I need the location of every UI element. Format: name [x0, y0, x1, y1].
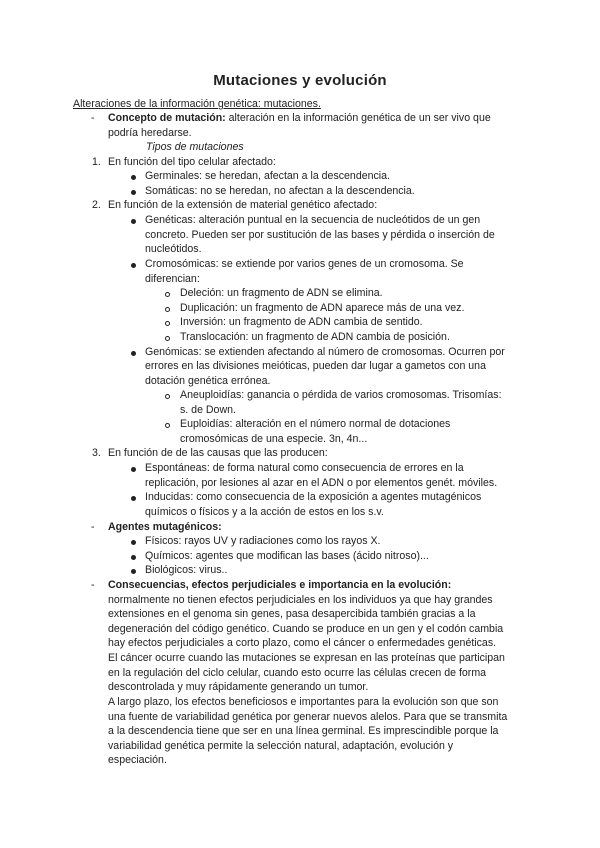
dash-marker: - — [91, 112, 95, 124]
consecuencias-line: especiación. — [108, 754, 167, 766]
delecion: Deleción: un fragmento de ADN se elimina. — [180, 287, 383, 299]
bullet-dot — [131, 496, 136, 501]
agentes-label: Agentes mutagénicos: — [108, 521, 222, 533]
bullet-dot — [131, 467, 136, 472]
bullet-dot — [131, 569, 136, 574]
list-number-2: 2. — [92, 199, 101, 211]
dash-marker: - — [91, 521, 95, 533]
inversion: Inversión: un fragmento de ADN cambia de sentido. — [180, 316, 423, 328]
list-number-1: 1. — [92, 156, 101, 168]
aneuploidias-line-1: Aneuploidías: ganancia o pérdida de varios cromosomas. Trisomías: — [180, 389, 502, 401]
consecuencias-line: una fuente de variabilidad genética por generar nuevos alelos. Para que se transmita — [108, 711, 508, 723]
genomicas-line-1: Genómicas: se extienden afectando al número de cromosomas. Ocurren por — [145, 346, 505, 358]
bullet-dot — [131, 263, 136, 268]
cromosomicas-line-1: Cromosómicas: se extiende por varios genes de un cromosoma. Se — [145, 258, 464, 270]
bullet-circle — [165, 292, 170, 297]
consecuencias-line: hay efectos perjudiciales a corto plazo, como el cáncer o enfermedades genéticas. — [108, 637, 497, 649]
genomicas-line-2: errores en las divisiones meióticas, pueden dar lugar a gametos con una — [145, 360, 486, 372]
item-3-text: En función de de las causas que las producen: — [108, 447, 328, 459]
geneticas-line-1: Genéticas: alteración puntual en la secuencia de nucleótidos de un gen — [145, 214, 481, 226]
euploidias-line-2: cromosómicas de una especie. 3n, 4n... — [180, 433, 368, 445]
somaticas: Somáticas: no se heredan, no afectan a la descendencia. — [145, 185, 415, 197]
quimicos: Químicos: agentes que modifican las bases (ácido nitroso)... — [145, 550, 429, 562]
dash-marker: - — [91, 579, 95, 591]
consecuencias-label: Consecuencias, efectos perjudiciales e importancia en la evolución: — [108, 579, 452, 591]
bullet-circle — [165, 307, 170, 312]
inducidas-line-2: químicos o físicos y a la acción de estos en los s.v. — [145, 506, 384, 518]
translocacion: Translocación: un fragmento de ADN cambia de posición. — [180, 331, 450, 343]
genomicas-line-3: dotación genética errónea. — [145, 375, 271, 387]
concepto-text: alteración en la información genética de un ser vivo que — [225, 112, 491, 124]
geneticas-line-3: nucleótidos. — [145, 243, 202, 255]
bullet-circle — [165, 336, 170, 341]
cromosomicas-line-2: diferencian: — [145, 273, 200, 285]
consecuencias-line: A largo plazo, los efectos beneficiosos e importantes para la evolución son que son — [108, 696, 499, 708]
fisicos: Físicos: rayos UV y radiaciones como los rayos X. — [145, 535, 381, 547]
tipos-heading: Tipos de mutaciones — [146, 141, 244, 153]
bullet-dot — [131, 351, 136, 356]
euploidias-line-1: Euploidías: alteración en el número normal de dotaciones — [180, 418, 451, 430]
consecuencias-line: normalmente no tienen efectos perjudiciales en los individuos ya que hay grandes — [108, 594, 493, 606]
concepto-line-1 — [108, 111, 491, 126]
biologicos: Biológicos: virus.. — [145, 564, 228, 576]
consecuencias-line: en la regulación del ciclo celular, cuando esto ocurre las células crecen de forma — [108, 667, 487, 679]
item-1-text: En función del tipo celular afectado: — [108, 156, 276, 168]
geneticas-line-2: concreto. Pueden ser por sustitución de las bases y pérdida o inserción de — [145, 229, 495, 241]
section-subtitle: Alteraciones de la información genética: mutaciones. — [73, 98, 321, 110]
bullet-dot — [131, 175, 136, 180]
espontaneas-line-1: Espontáneas: de forma natural como consecuencia de errores en la — [145, 462, 464, 474]
bullet-dot — [131, 190, 136, 195]
list-number-3: 3. — [92, 447, 101, 459]
bullet-circle — [165, 321, 170, 326]
bullet-dot — [131, 555, 136, 560]
concepto-line-2: podría heredarse. — [108, 127, 192, 139]
aneuploidias-line-2: s. de Down. — [180, 404, 236, 416]
consecuencias-line: variabilidad genética permite la selección natural, adaptación, evolución y — [108, 740, 454, 752]
consecuencias-line: a la descendencia tiene que ser en una línea germinal. Es imprescindible porque la — [108, 725, 499, 737]
espontaneas-line-2: replicación, por lesiones al azar en el ADN o por elementos genét. móviles. — [145, 477, 498, 489]
bullet-dot — [131, 540, 136, 545]
consecuencias-line: degeneración del código genético. Cuando se produce en un gen y el codón cambia — [108, 623, 504, 635]
bullet-dot — [131, 219, 136, 224]
germinales: Germinales: se heredan, afectan a la descendencia. — [145, 170, 390, 182]
item-2-text: En función de la extensión de material genético afectado: — [108, 199, 378, 211]
consecuencias-line: extensiones en el genoma sin genes, pasa desapercibida también gracias a la — [108, 608, 476, 620]
consecuencias-line: descontrolada y muy rápidamente generando un tumor. — [108, 681, 369, 693]
duplicacion: Duplicación: un fragmento de ADN aparece más de una vez. — [180, 302, 465, 314]
bullet-circle — [165, 394, 170, 399]
consecuencias-line: El cáncer ocurre cuando las mutaciones se expresan en las proteínas que participan — [108, 652, 505, 664]
inducidas-line-1: Inducidas: como consecuencia de la exposición a agentes mutagénicos — [145, 491, 482, 503]
concepto-label: Concepto de mutación: — [108, 112, 226, 124]
page-title: Mutaciones y evolución — [213, 72, 387, 89]
bullet-circle — [165, 423, 170, 428]
